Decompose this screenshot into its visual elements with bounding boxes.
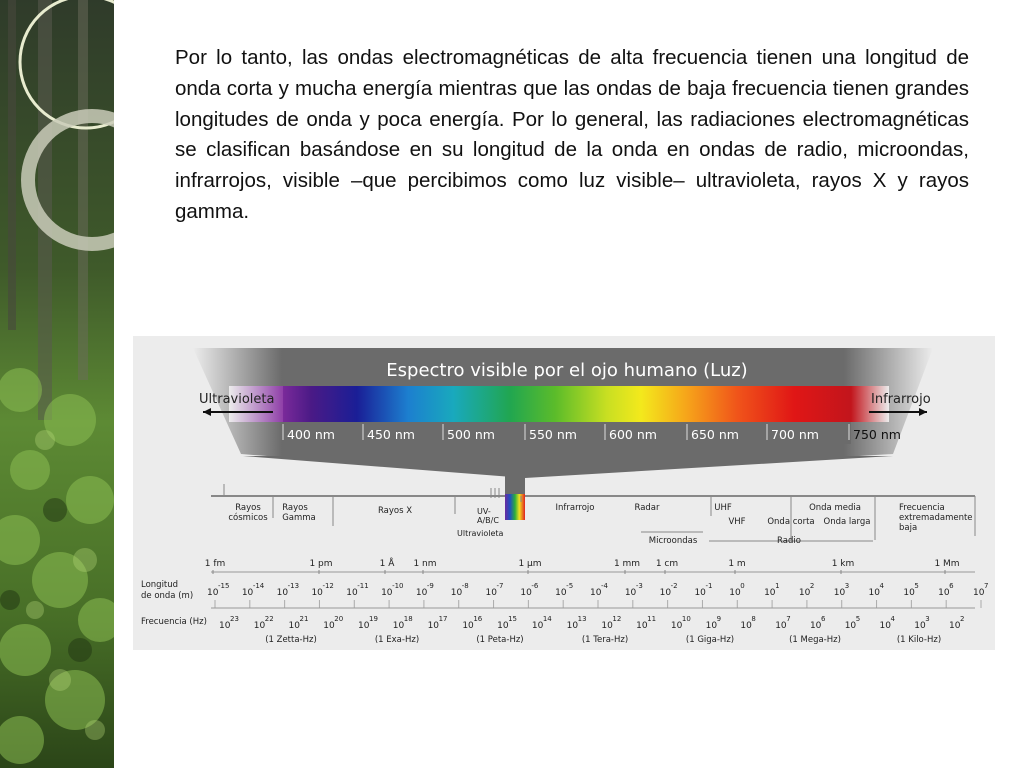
region-ultravioleta: Ultravioleta bbox=[457, 529, 504, 538]
nm-label: 400 nm bbox=[287, 427, 335, 442]
wavelength-base: 10 bbox=[276, 588, 289, 598]
frequency-base: 10 bbox=[219, 621, 231, 631]
frequency-exponent: 16 bbox=[473, 615, 483, 623]
wavelength-base: 10 bbox=[346, 588, 358, 598]
frequency-exponent: 7 bbox=[786, 615, 791, 623]
unit-label: 1 Å bbox=[379, 559, 395, 569]
frequency-exponent: 13 bbox=[577, 615, 587, 623]
frequency-exponent: 17 bbox=[438, 615, 448, 623]
frequency-exponent: 15 bbox=[508, 615, 518, 623]
wavelength-exponent: -1 bbox=[705, 582, 713, 590]
region-rayos-x: Rayos X bbox=[377, 506, 413, 516]
region-uhf: UHF bbox=[714, 503, 732, 513]
region-radio: Radio bbox=[777, 536, 801, 546]
region-microondas: Microondas bbox=[648, 536, 698, 546]
unit-label: 1 nm bbox=[413, 559, 437, 569]
frequency-exponent: 3 bbox=[925, 615, 930, 623]
frequency-exponent: 4 bbox=[890, 615, 895, 623]
forest-background-image bbox=[0, 0, 114, 768]
mini-visible-band bbox=[505, 494, 525, 520]
frequency-unit: (1 Mega-Hz) bbox=[789, 635, 841, 645]
nm-label: 550 nm bbox=[529, 427, 577, 442]
frequency-base: 10 bbox=[427, 621, 440, 631]
wavelength-base: 10 bbox=[938, 588, 950, 598]
wavelength-base: 10 bbox=[624, 588, 637, 598]
nm-label: 700 nm bbox=[771, 427, 819, 442]
frequency-base: 10 bbox=[288, 621, 300, 631]
frequency-base: 10 bbox=[809, 621, 822, 631]
frequency-exponent: 6 bbox=[820, 615, 826, 623]
frequency-base: 10 bbox=[497, 621, 509, 631]
body-paragraph: Por lo tanto, las ondas electromagnéticas de alta frecuencia tienen una longitud de onda corta y mucha energía mientras que las ondas de baja frecuencia tienen grandes longitudes de onda y poca energía. Por lo general, las radiaciones electromagnéticas se clasifican basándose en su longitud de la onda en ondas de radio, microondas, infrarrojos, visible –que percibimos como luz visible– ultravioleta, rayos X y rayos gamma. bbox=[175, 46, 969, 223]
frequency-base: 10 bbox=[670, 621, 683, 631]
wavelength-exponent: -4 bbox=[601, 582, 608, 590]
region-infrarrojo: Infrarrojo bbox=[555, 503, 595, 513]
wavelength-exponent: 5 bbox=[914, 582, 919, 590]
wavelength-exponent: -8 bbox=[461, 582, 469, 590]
frequency-exponent: 20 bbox=[334, 615, 344, 623]
frequency-exponent: 21 bbox=[299, 615, 309, 623]
region-uv: UV- bbox=[477, 507, 491, 516]
wavelength-base: 10 bbox=[694, 588, 706, 598]
frequency-exponent: 10 bbox=[681, 615, 691, 623]
unit-label: 1 pm bbox=[309, 559, 333, 569]
frequency-exponent: 8 bbox=[751, 615, 756, 623]
frequency-base: 10 bbox=[566, 621, 579, 631]
region-frecuencia-baja: baja bbox=[899, 523, 918, 533]
region-onda-media: Onda media bbox=[809, 503, 861, 513]
frequency-base: 10 bbox=[462, 621, 474, 631]
unit-label: 1 m bbox=[728, 559, 746, 569]
frequency-base: 10 bbox=[844, 621, 857, 631]
frequency-base: 10 bbox=[740, 621, 752, 631]
frequency-base: 10 bbox=[636, 621, 648, 631]
region-rayos-cosmicos: Rayos bbox=[235, 503, 261, 513]
frequency-exponent: 9 bbox=[716, 615, 722, 623]
wavelength-base: 10 bbox=[450, 588, 463, 598]
frequency-exponent: 2 bbox=[960, 615, 965, 623]
wavelength-scale bbox=[207, 582, 988, 608]
unit-label: 1 Mm bbox=[934, 559, 960, 569]
frequency-unit: (1 Exa-Hz) bbox=[374, 635, 420, 645]
frequency-exponent: 5 bbox=[855, 615, 861, 623]
unit-label: 1 fm bbox=[204, 559, 226, 569]
region-vhf: VHF bbox=[728, 517, 746, 527]
nm-label: 450 nm bbox=[367, 427, 415, 442]
unit-scale bbox=[205, 557, 960, 574]
region-frecuencia-baja: Frecuencia bbox=[899, 503, 945, 513]
wavelength-base: 10 bbox=[729, 588, 741, 598]
wavelength-base: 10 bbox=[241, 588, 254, 598]
wavelength-exponent: -12 bbox=[322, 582, 334, 590]
frequency-unit: (1 Giga-Hz) bbox=[685, 635, 735, 645]
frequency-base: 10 bbox=[775, 621, 787, 631]
frequency-base: 10 bbox=[914, 621, 926, 631]
wavelength-base: 10 bbox=[590, 588, 602, 598]
unit-label: 1 km bbox=[831, 559, 855, 569]
frequency-exponent: 18 bbox=[403, 615, 413, 623]
frequency-exponent: 22 bbox=[264, 615, 274, 623]
wavelength-exponent: 4 bbox=[879, 582, 885, 590]
region-onda-larga: Onda larga bbox=[823, 517, 871, 527]
wavelength-exponent: -14 bbox=[252, 582, 265, 590]
wavelength-exponent: -9 bbox=[426, 582, 434, 590]
wavelength-exponent: -6 bbox=[531, 582, 539, 590]
diagram-title: Espectro visible por el ojo humano (Luz) bbox=[386, 360, 748, 381]
wavelength-exponent: -3 bbox=[635, 582, 643, 590]
spectrum-regions bbox=[228, 503, 972, 546]
wavelength-label-line1: Longitud bbox=[141, 580, 179, 590]
region-onda-corta: Onda corta bbox=[767, 517, 815, 527]
wavelength-base: 10 bbox=[485, 588, 497, 598]
frequency-exponent: 19 bbox=[369, 615, 378, 623]
nm-label: 500 nm bbox=[447, 427, 495, 442]
wavelength-exponent: 2 bbox=[809, 582, 815, 590]
frequency-base: 10 bbox=[601, 621, 613, 631]
ultravioleta-label: Ultravioleta bbox=[199, 392, 275, 407]
wavelength-base: 10 bbox=[764, 588, 776, 598]
wavelength-exponent: 3 bbox=[844, 582, 850, 590]
wavelength-base: 10 bbox=[868, 588, 880, 598]
wavelength-base: 10 bbox=[973, 588, 985, 598]
frequency-base: 10 bbox=[879, 621, 891, 631]
wavelength-base: 10 bbox=[520, 588, 532, 598]
wavelength-exponent: -11 bbox=[357, 582, 369, 590]
frequency-base: 10 bbox=[392, 621, 405, 631]
frequency-scale bbox=[219, 615, 964, 631]
frequency-unit: (1 Peta-Hz) bbox=[476, 635, 524, 645]
frequency-exponent: 11 bbox=[647, 615, 657, 623]
frequency-exponent: 14 bbox=[542, 615, 552, 623]
nm-label: 600 nm bbox=[609, 427, 657, 442]
unit-label: 1 mm bbox=[613, 559, 641, 569]
frequency-unit: (1 Kilo-Hz) bbox=[896, 635, 942, 645]
unit-label: 1 µm bbox=[518, 559, 542, 569]
frequency-base: 10 bbox=[323, 621, 335, 631]
frequency-label: Frecuencia (Hz) bbox=[141, 617, 207, 627]
unit-label: 1 cm bbox=[655, 559, 679, 569]
nm-label: 750 nm bbox=[853, 427, 901, 442]
wavelength-exponent: 6 bbox=[949, 582, 954, 590]
wavelength-exponent: 1 bbox=[775, 582, 780, 590]
wavelength-base: 10 bbox=[903, 588, 915, 598]
electromagnetic-spectrum-diagram bbox=[133, 336, 995, 650]
frequency-unit: (1 Tera-Hz) bbox=[581, 635, 629, 645]
infrarrojo-label: Infrarrojo bbox=[871, 392, 931, 407]
frequency-base: 10 bbox=[705, 621, 718, 631]
frequency-unit: (1 Zetta-Hz) bbox=[265, 635, 317, 645]
frequency-base: 10 bbox=[358, 621, 370, 631]
frequency-base: 10 bbox=[253, 621, 266, 631]
visible-spectrum-bar bbox=[283, 386, 851, 422]
wavelength-exponent: -7 bbox=[496, 582, 504, 590]
wavelength-exponent: -5 bbox=[566, 582, 574, 590]
wavelength-exponent: 7 bbox=[984, 582, 989, 590]
wavelength-base: 10 bbox=[311, 588, 323, 598]
nm-label: 650 nm bbox=[691, 427, 739, 442]
frequency-exponent: 23 bbox=[230, 615, 239, 623]
wavelength-base: 10 bbox=[415, 588, 428, 598]
frequency-exponent: 12 bbox=[612, 615, 622, 623]
region-rayos-gamma: Rayos bbox=[282, 503, 308, 513]
wavelength-base: 10 bbox=[381, 588, 393, 598]
wavelength-base: 10 bbox=[833, 588, 846, 598]
wavelength-exponent: -13 bbox=[287, 582, 300, 590]
region-uv: A/B/C bbox=[477, 516, 499, 525]
region-rayos-gamma: Gamma bbox=[282, 513, 316, 523]
wavelength-label-line2: de onda (m) bbox=[141, 591, 194, 601]
wavelength-exponent: 0 bbox=[740, 582, 745, 590]
region-frecuencia-baja: extremadamente bbox=[899, 513, 973, 523]
wavelength-exponent: -10 bbox=[392, 582, 404, 590]
wavelength-base: 10 bbox=[207, 588, 219, 598]
wavelength-base: 10 bbox=[659, 588, 672, 598]
frequency-unit-scale bbox=[265, 635, 941, 645]
wavelength-base: 10 bbox=[798, 588, 811, 598]
region-radar: Radar bbox=[634, 503, 660, 513]
wavelength-exponent: -15 bbox=[218, 582, 230, 590]
frequency-base: 10 bbox=[949, 621, 961, 631]
wavelength-base: 10 bbox=[555, 588, 567, 598]
region-rayos-cosmicos: cósmicos bbox=[228, 513, 268, 523]
frequency-base: 10 bbox=[531, 621, 544, 631]
wavelength-exponent: -2 bbox=[670, 582, 678, 590]
